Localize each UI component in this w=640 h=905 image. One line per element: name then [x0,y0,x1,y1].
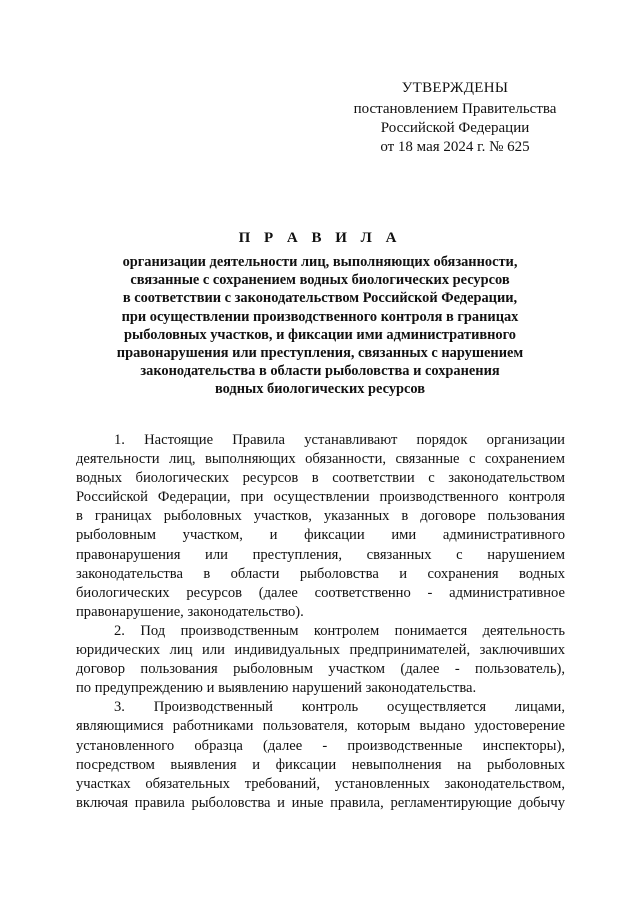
text-line: водных биологических ресурсов в соответствии с законодательством [76,470,565,487]
text-line: 1. Настоящие Правила устанавливают порядок организации [114,432,565,448]
text-line: рыболовным участком, и фиксации ими административного [76,527,565,544]
subtitle-line: в соответствии с законодательством Российской Федерации, [122,290,518,307]
subtitle-line: рыболовных участков, и фиксации ими административного [123,326,516,343]
text-line: посредством выявления и фиксации невыполнения на рыболовных [76,756,565,773]
approval-line: постановлением Правительства [353,101,557,117]
text-line: в границах рыболовных участков, указанных в договоре пользования [76,508,565,525]
text-line: правонарушения или преступления, связанных с нарушением [76,546,565,563]
subtitle-line: при осуществлении производственного контроля в границах [121,308,519,325]
text-line: являющимися работниками пользователя, которым выдано удостоверение [76,718,565,735]
document-body [76,431,565,813]
paragraph-2 [76,622,565,698]
paragraph-3 [76,698,565,813]
text-line: 3. Производственный контроль осуществляется лицами, [114,699,565,716]
text-line: правонарушение, законодательство). [76,603,304,620]
text-line: участках обязательных требований, установленных законодательством, [76,775,565,792]
approval-line: Российской Федерации [380,120,530,136]
text-line: установленного образца (далее - производственные инспекторы), [76,737,565,754]
text-line: договор пользования рыболовным участком (далее - пользователь), [76,661,565,678]
text-line: законодательства в области рыболовства и сохранения водных [76,565,565,582]
text-line: включая правила рыболовства и иные правила, регламентирующие добычу [76,794,565,811]
text-line: по предупреждению и выявлению нарушений законодательства. [76,680,477,697]
text-line: деятельности лиц, выполняющих обязанности, связанные с сохранением [76,451,565,468]
subtitle-line: законодательства в области рыболовства и сохранения [140,363,500,380]
text-line: юридических лиц или индивидуальных предпринимателей, заключивших [76,642,565,659]
subtitle-line: связанные с сохранением водных биологических ресурсов [130,272,510,289]
subtitle-line: правонарушения или преступления, связанных с нарушением [116,345,524,362]
paragraph-1 [76,431,565,622]
subtitle-line: водных биологических ресурсов [214,381,426,398]
subtitle-line: организации деятельности лиц, выполняющих обязанности, [122,254,518,270]
approval-stamp [340,79,570,157]
document-title: П Р А В И Л А [238,230,402,246]
text-line: Российской Федерации, при осуществлении производственного контроля [76,489,565,506]
document-subtitle [80,253,560,399]
text-line: биологических ресурсов (далее соответственно - административное [76,584,565,601]
approval-date: от 18 мая 2024 г. № 625 [380,139,530,155]
approval-heading: УТВЕРЖДЕНЫ [401,80,509,96]
text-line: 2. Под производственным контролем понимается деятельность [114,622,565,639]
